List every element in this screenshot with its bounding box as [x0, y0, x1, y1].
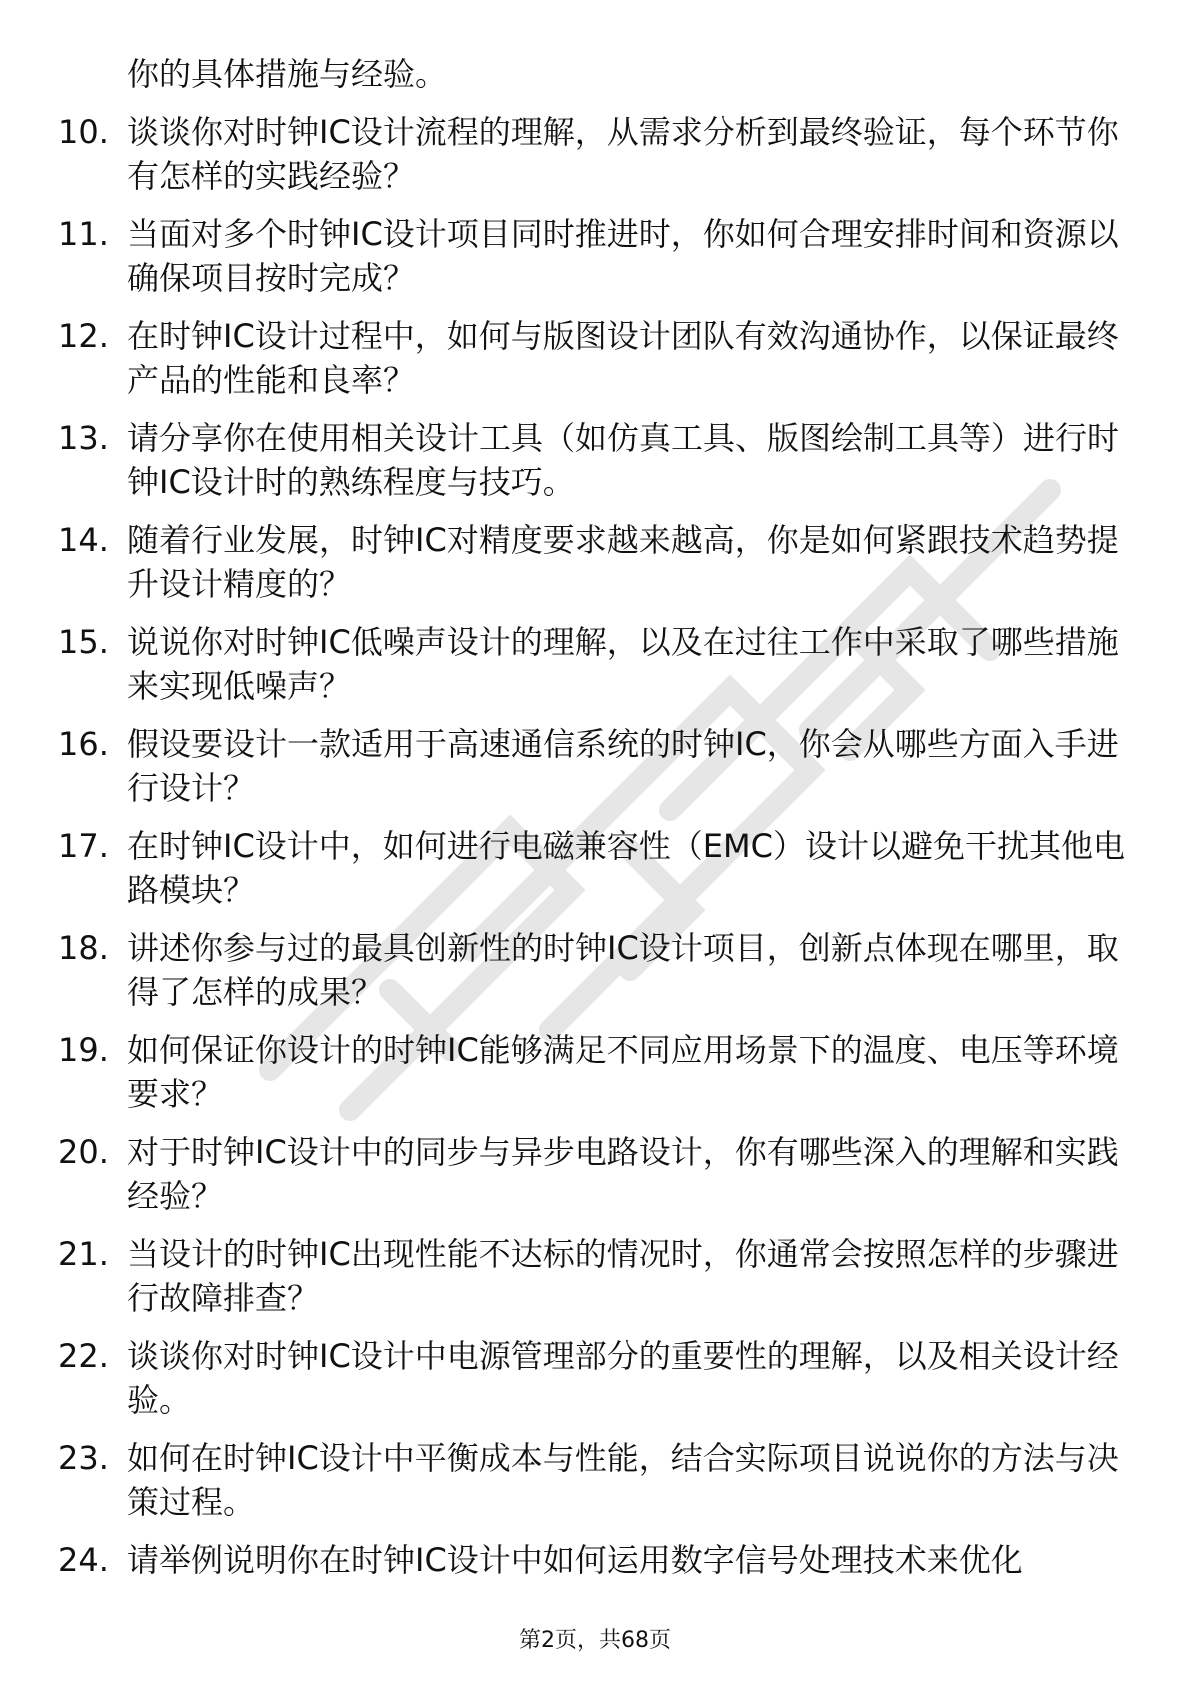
question-text: 请分享你在使用相关设计工具（如仿真工具、版图绘制工具等）进行时钟IC设计时的熟练程度与技巧。: [127, 419, 1120, 501]
question-item: [58, 416, 1138, 504]
question-text: 假设要设计一款适用于高速通信系统的时钟IC，你会从哪些方面入手进行设计？: [127, 725, 1119, 807]
continued-question-text: 你的具体措施与经验。: [127, 55, 448, 93]
question-text: 如何保证你设计的时钟IC能够满足不同应用场景下的温度、电压等环境要求？: [127, 1031, 1119, 1113]
question-text: 在时钟IC设计过程中，如何与版图设计团队有效沟通协作，以保证最终产品的性能和良率？: [127, 317, 1119, 399]
question-item: [58, 212, 1138, 300]
question-number: 23.: [58, 1439, 109, 1477]
question-item: [58, 518, 1138, 606]
question-item: [58, 1334, 1138, 1422]
question-item: [58, 1130, 1138, 1218]
question-number: 15.: [58, 623, 109, 661]
page-footer: 第2页，共68页: [519, 1628, 671, 1653]
question-item: [58, 314, 1138, 402]
question-number: 10.: [58, 113, 109, 151]
question-text: 说说你对时钟IC低噪声设计的理解，以及在过往工作中采取了哪些措施来实现低噪声？: [127, 623, 1119, 705]
question-text: 对于时钟IC设计中的同步与异步电路设计，你有哪些深入的理解和实践经验？: [127, 1133, 1119, 1215]
question-number: 22.: [58, 1337, 109, 1375]
question-number: 14.: [58, 521, 109, 559]
question-text: 在时钟IC设计中，如何进行电磁兼容性（EMC）设计以避免干扰其他电路模块？: [127, 827, 1125, 909]
question-item: [58, 1538, 1138, 1582]
question-number: 24.: [58, 1541, 109, 1579]
question-item: [58, 926, 1138, 1014]
question-item: [58, 1232, 1138, 1320]
question-number: 12.: [58, 317, 109, 355]
question-text: 随着行业发展，时钟IC对精度要求越来越高，你是如何紧跟技术趋势提升设计精度的？: [127, 521, 1119, 603]
question-number: 21.: [58, 1235, 109, 1273]
question-text: 谈谈你对时钟IC设计中电源管理部分的重要性的理解，以及相关设计经验。: [127, 1337, 1119, 1419]
question-text: 如何在时钟IC设计中平衡成本与性能，结合实际项目说说你的方法与决策过程。: [127, 1439, 1119, 1521]
question-item: [58, 110, 1138, 198]
question-text: 请举例说明你在时钟IC设计中如何运用数字信号处理技术来优化: [127, 1541, 1023, 1579]
question-text: 当面对多个时钟IC设计项目同时推进时，你如何合理安排时间和资源以确保项目按时完成？: [127, 215, 1119, 297]
question-number: 20.: [58, 1133, 109, 1171]
question-number: 13.: [58, 419, 109, 457]
question-number: 17.: [58, 827, 109, 865]
question-text: 谈谈你对时钟IC设计流程的理解，从需求分析到最终验证，每个环节你有怎样的实践经验？: [127, 113, 1119, 195]
question-text: 讲述你参与过的最具创新性的时钟IC设计项目，创新点体现在哪里，取得了怎样的成果？: [127, 929, 1119, 1011]
question-number: 18.: [58, 929, 109, 967]
question-item: [58, 1028, 1138, 1116]
question-number: 19.: [58, 1031, 109, 1069]
question-number: 16.: [58, 725, 109, 763]
question-list: [58, 110, 1138, 1596]
question-number: 11.: [58, 215, 109, 253]
question-text: 当设计的时钟IC出现性能不达标的情况时，你通常会按照怎样的步骤进行故障排查？: [127, 1235, 1119, 1317]
question-item: [58, 620, 1138, 708]
question-item: [58, 1436, 1138, 1524]
question-item: [58, 824, 1138, 912]
question-item: [58, 722, 1138, 810]
